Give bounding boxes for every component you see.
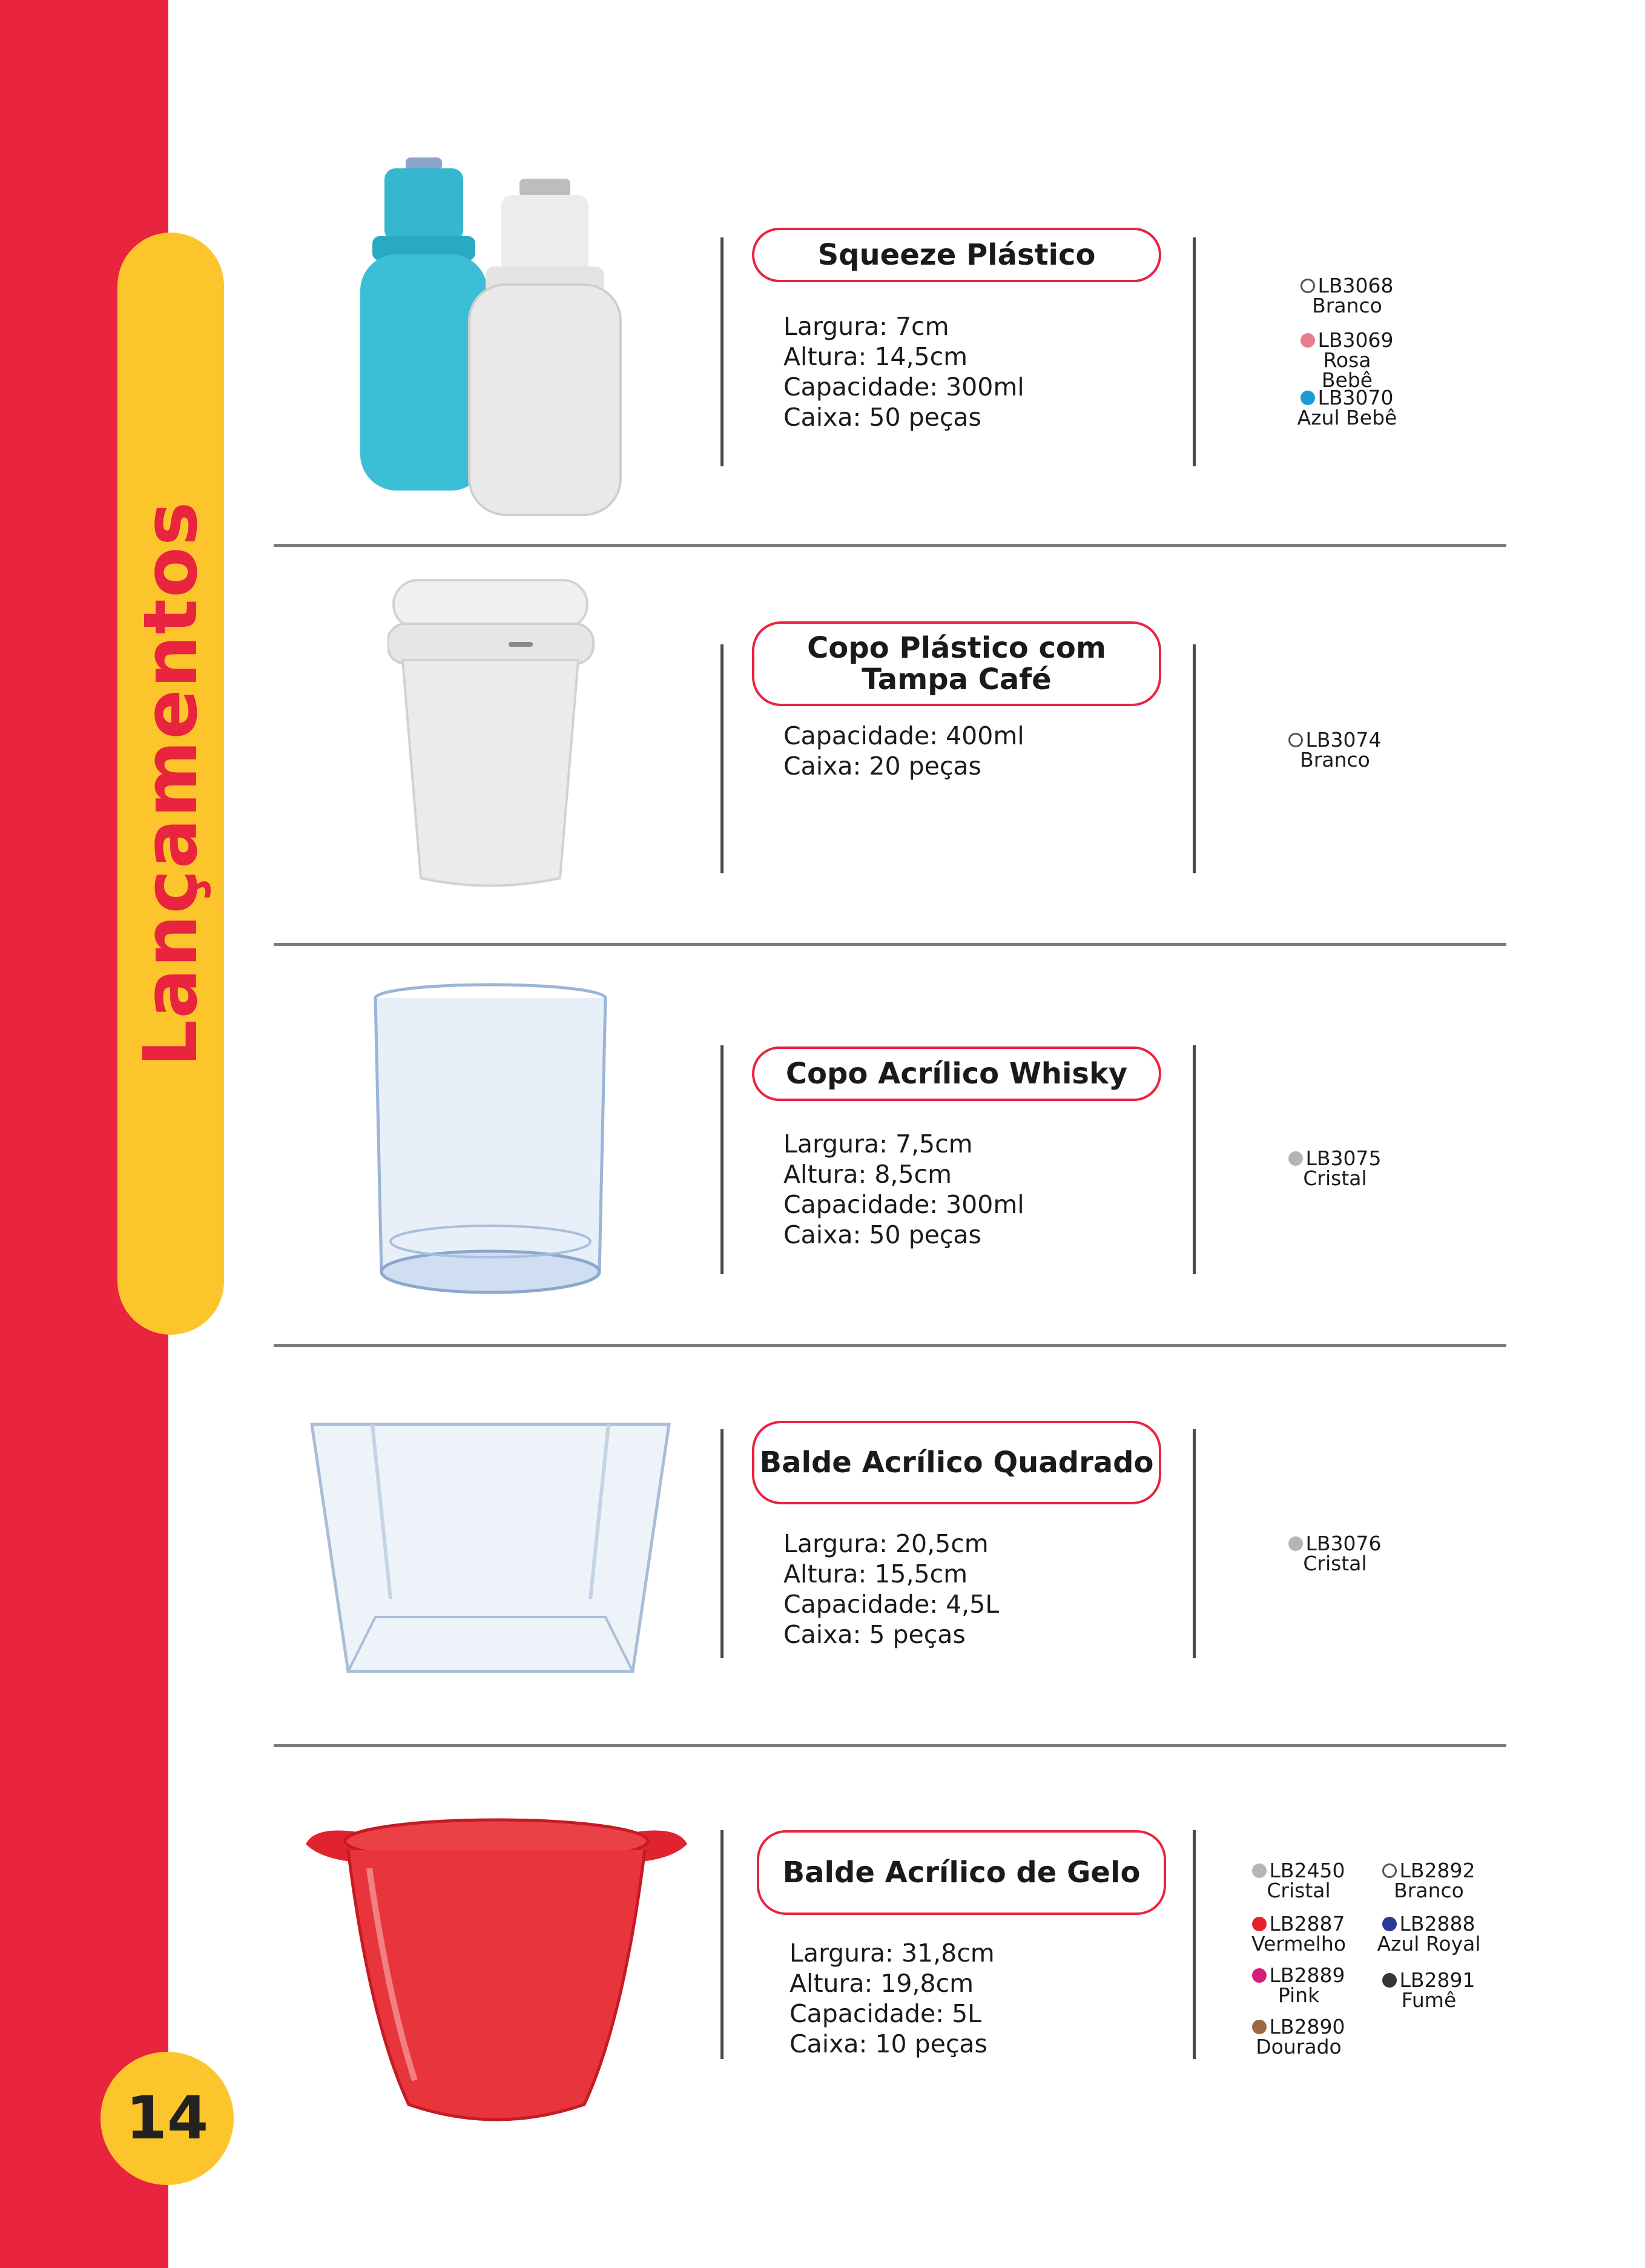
- spec-line: Caixa: 5 peças: [783, 1620, 966, 1649]
- variant-swatch: [1284, 1148, 1386, 1188]
- variant-code: LB2450: [1269, 1859, 1345, 1882]
- variant-color: Vermelho: [1251, 1932, 1347, 1956]
- variant-color: Branco: [1312, 294, 1382, 317]
- section-title: Lançamentos: [128, 500, 214, 1067]
- divider-right: [1193, 1045, 1196, 1274]
- variant-color: Cristal: [1303, 1552, 1367, 1575]
- variant-code: LB3068: [1317, 274, 1394, 297]
- spec-line: Largura: 7cm: [783, 312, 949, 341]
- spec-line: Caixa: 50 peças: [783, 1220, 981, 1249]
- square-bucket-image: [306, 1417, 675, 1684]
- variant-color: Fumê: [1401, 1988, 1457, 2012]
- color-dot-icon: [1252, 1968, 1267, 1983]
- variant-code: LB2888: [1399, 1912, 1475, 1936]
- variant-color: Cristal: [1303, 1166, 1367, 1190]
- spec-line: Altura: 15,5cm: [783, 1559, 968, 1589]
- spec-line: Largura: 20,5cm: [783, 1529, 989, 1558]
- variant-code: LB2891: [1399, 1968, 1475, 1992]
- spec-line: Capacidade: 400ml: [783, 721, 1024, 750]
- product-specs: [783, 1529, 999, 1650]
- color-dot-icon: [1252, 1863, 1267, 1878]
- product-name: Copo Plástico com Tampa Café: [752, 621, 1161, 706]
- product-name: Balde Acrílico de Gelo: [757, 1830, 1166, 1915]
- product-specs: [790, 1938, 995, 2059]
- variant-color: Branco: [1300, 748, 1370, 772]
- spec-line: Largura: 31,8cm: [790, 1939, 995, 1968]
- color-dot-icon: [1382, 1917, 1397, 1931]
- divider-right: [1193, 1830, 1196, 2059]
- product-name: Squeeze Plástico: [752, 228, 1161, 282]
- product-name: Balde Acrílico Quadrado: [752, 1421, 1161, 1504]
- page-number: 14: [101, 2052, 234, 2185]
- spec-line: Capacidade: 5L: [790, 1999, 982, 2028]
- spec-line: Capacidade: 300ml: [783, 1190, 1024, 1219]
- variant-swatch: [1241, 1914, 1356, 1954]
- variant-swatch: [1284, 730, 1386, 770]
- variant-code: LB2887: [1269, 1912, 1345, 1936]
- variant-color: Azul Royal: [1377, 1932, 1481, 1956]
- color-dot-icon: [1288, 733, 1303, 747]
- color-dot-icon: [1288, 1536, 1303, 1551]
- color-dot-icon: [1252, 1917, 1267, 1931]
- divider-left: [720, 644, 724, 873]
- variant-swatch: [1284, 1533, 1386, 1573]
- variant-code: LB3074: [1305, 728, 1382, 752]
- variant-code: LB3069: [1317, 328, 1394, 352]
- variant-color: Rosa Bebê: [1321, 348, 1373, 392]
- whisky-glass-image: [366, 981, 615, 1308]
- ice-bucket-image: [303, 1814, 690, 2147]
- variant-swatch: [1368, 1970, 1489, 2010]
- divider-left: [720, 1045, 724, 1274]
- variant-color: Dourado: [1256, 2035, 1342, 2058]
- variant-code: LB3076: [1305, 1532, 1382, 1555]
- product-specs: [783, 1129, 1024, 1250]
- spec-line: Capacidade: 300ml: [783, 372, 1024, 402]
- divider-left: [720, 1429, 724, 1658]
- color-dot-icon: [1382, 1863, 1397, 1878]
- spec-line: Altura: 19,8cm: [790, 1969, 974, 1998]
- variant-code: LB3075: [1305, 1146, 1382, 1170]
- color-dot-icon: [1301, 391, 1315, 405]
- variant-code: LB2889: [1269, 1963, 1345, 1987]
- variant-swatch: [1241, 1860, 1356, 1900]
- spec-line: Caixa: 20 peças: [783, 752, 981, 781]
- spec-line: Altura: 8,5cm: [783, 1160, 952, 1189]
- variant-swatch: [1241, 1965, 1356, 2005]
- variant-code: LB2890: [1269, 2015, 1345, 2038]
- row-separator: [274, 1744, 1506, 1747]
- variant-color: Branco: [1394, 1879, 1464, 1902]
- color-dot-icon: [1382, 1973, 1397, 1988]
- spec-line: Caixa: 50 peças: [783, 403, 981, 432]
- row-separator: [274, 1344, 1506, 1347]
- variant-code: LB3070: [1317, 386, 1394, 409]
- color-dot-icon: [1288, 1151, 1303, 1166]
- divider-left: [720, 1830, 724, 2059]
- coffee-cup-image: [387, 575, 599, 896]
- variant-swatch: [1296, 388, 1399, 428]
- row-separator: [274, 943, 1506, 946]
- variant-swatch: [1241, 2017, 1356, 2057]
- divider-right: [1193, 644, 1196, 873]
- row-separator: [274, 544, 1506, 547]
- product-specs: [783, 721, 1024, 781]
- divider-right: [1193, 1429, 1196, 1658]
- variant-color: Cristal: [1267, 1879, 1331, 1902]
- variant-color: Azul Bebê: [1297, 406, 1397, 429]
- variant-code: LB2892: [1399, 1859, 1475, 1882]
- spec-line: Caixa: 10 peças: [790, 2029, 987, 2058]
- spec-line: Largura: 7,5cm: [783, 1129, 973, 1159]
- color-dot-icon: [1252, 2020, 1267, 2034]
- variant-color: Pink: [1277, 1983, 1320, 2007]
- variant-swatch: [1368, 1914, 1489, 1954]
- spec-line: Capacidade: 4,5L: [783, 1590, 1000, 1619]
- spec-line: Altura: 14,5cm: [783, 342, 968, 371]
- variant-swatch: [1368, 1860, 1489, 1900]
- product-name: Copo Acrílico Whisky: [752, 1046, 1161, 1101]
